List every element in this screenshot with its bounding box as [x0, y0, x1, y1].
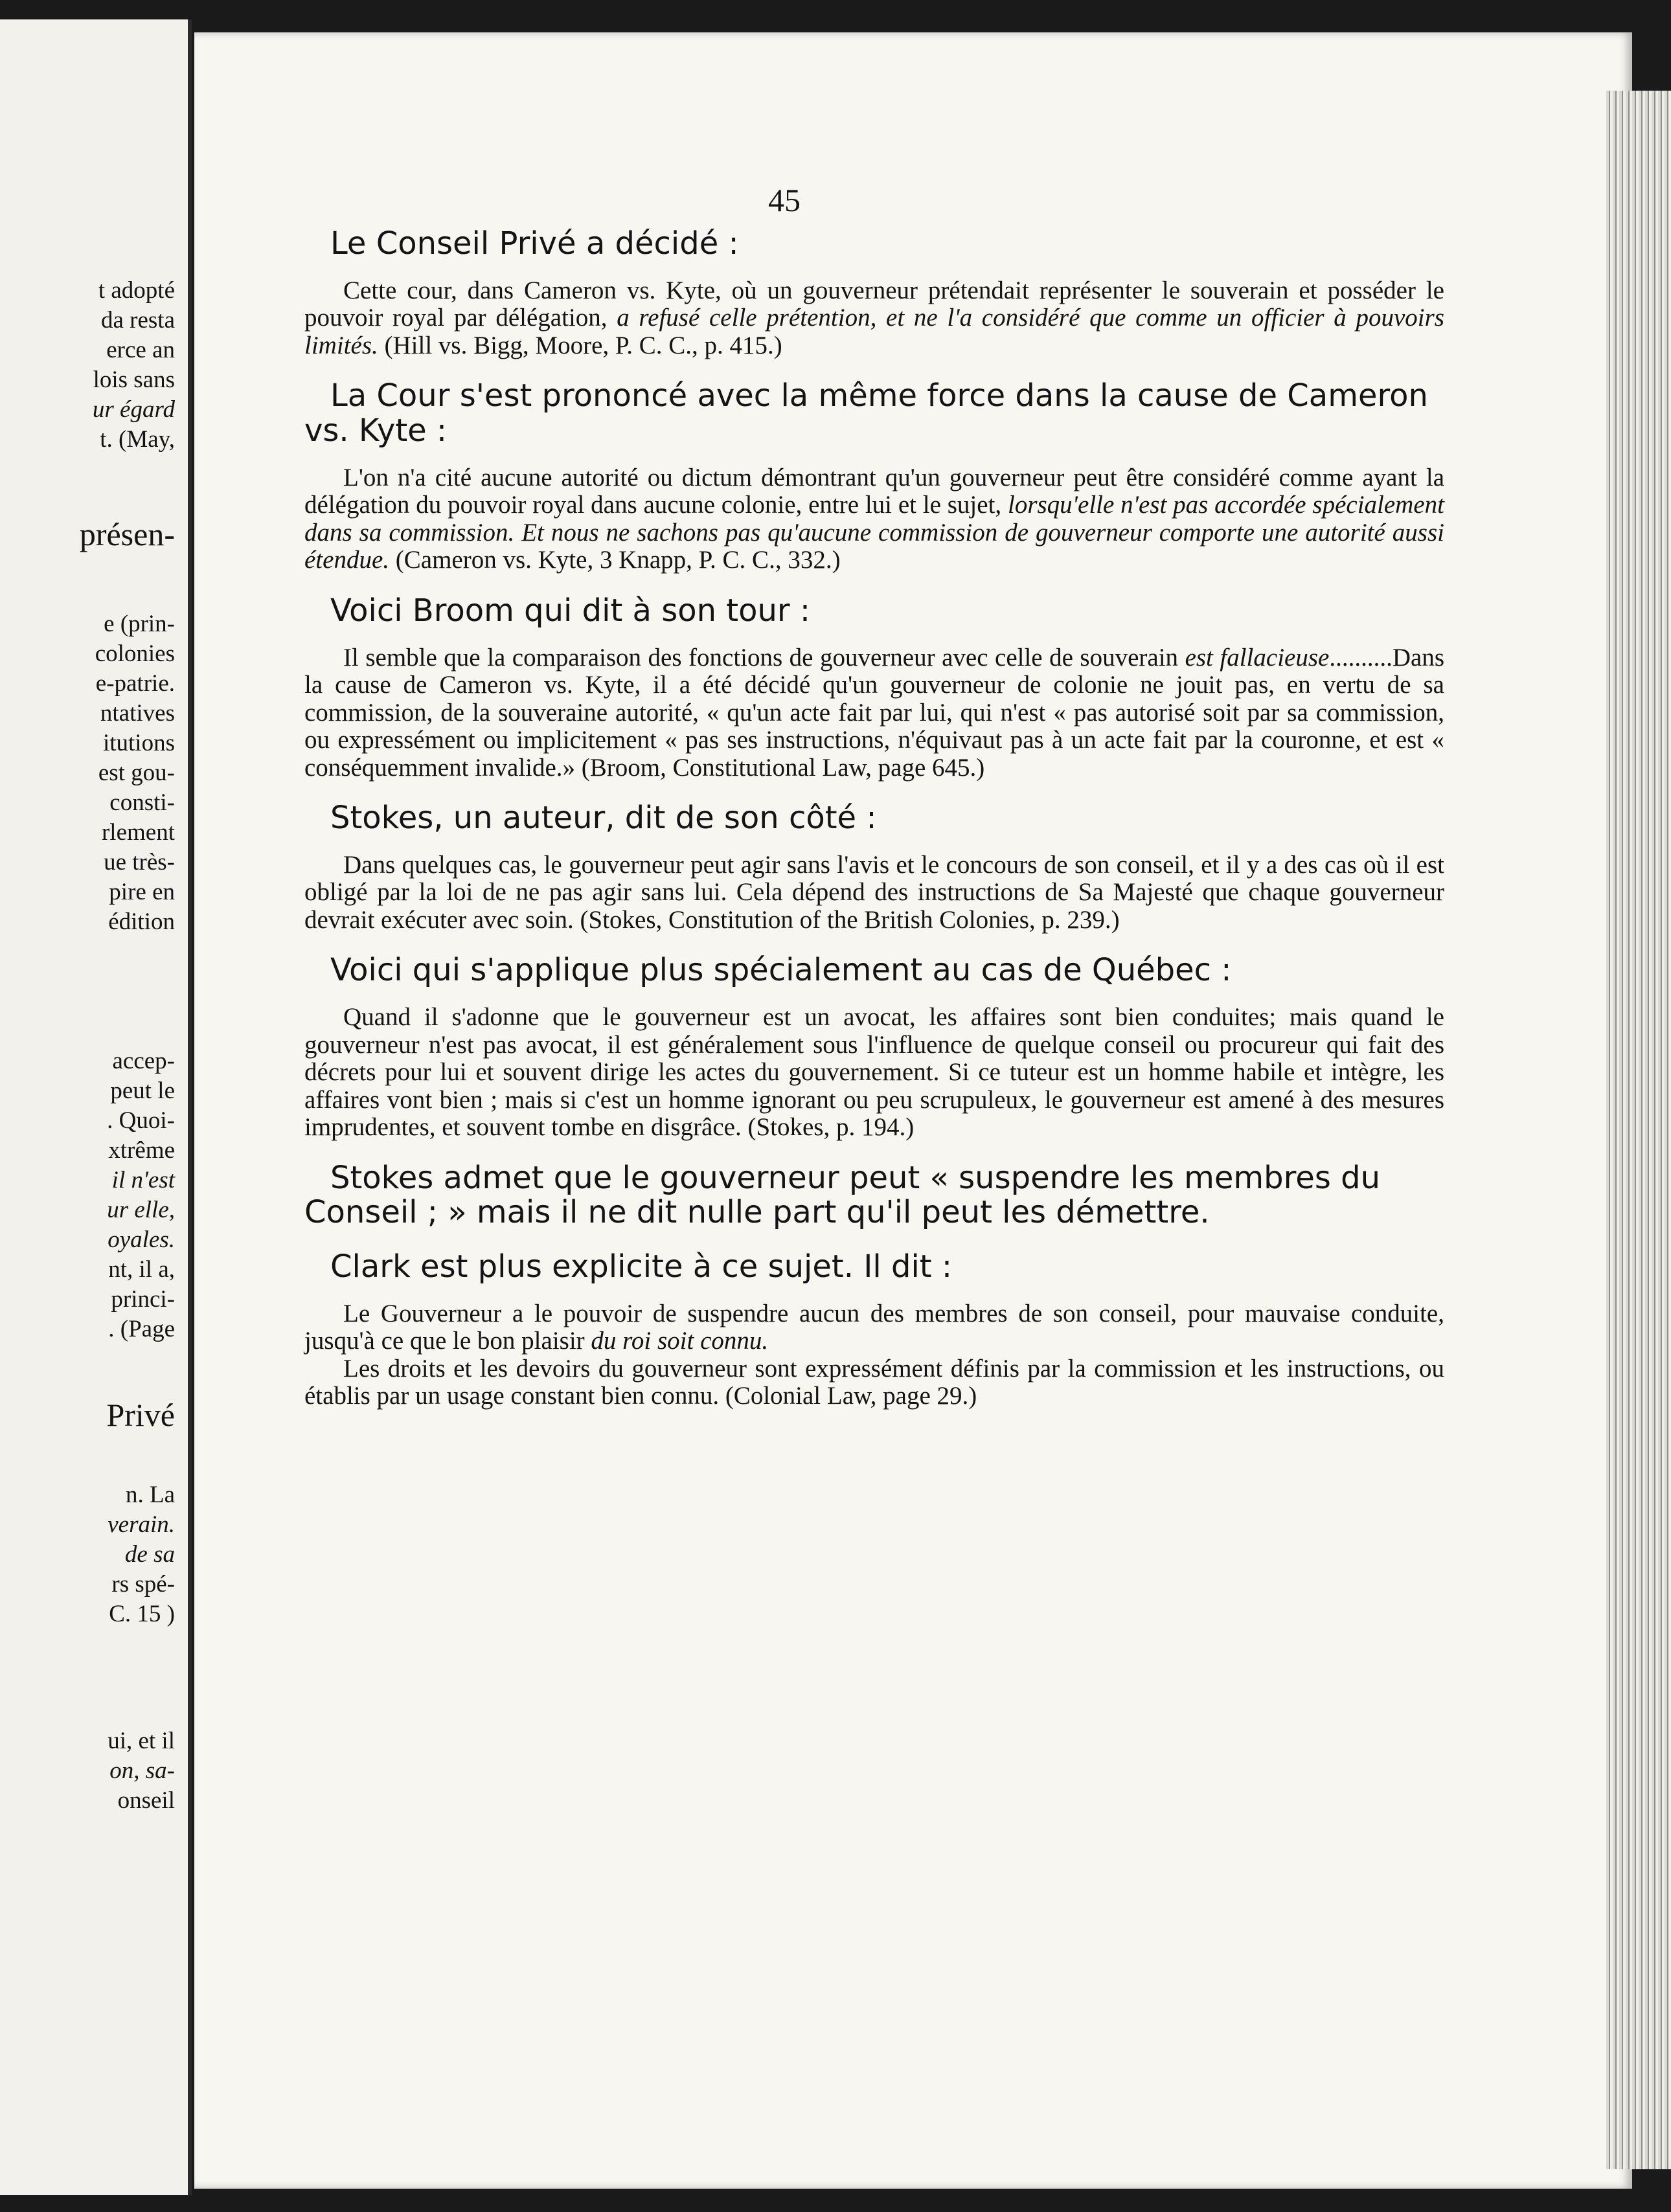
left-page-fragment — [98, 278, 175, 302]
left-page-fragment — [108, 1138, 175, 1162]
text-run: Le Gouverneur a le pouvoir de suspendre aucun des membres de son conseil, pour mauvaise conduite, jusqu'à ce que le bon plaisir — [304, 1299, 1444, 1355]
section-heading — [304, 801, 1444, 836]
fragment-text: ur égard — [92, 396, 175, 423]
fragment-text: on, sa- — [109, 1757, 175, 1784]
italic-run: est fallacieuse — [1185, 643, 1330, 672]
fragment-text: ur elle, — [107, 1197, 175, 1223]
fragment-text: accep- — [112, 1048, 175, 1074]
previous-page-edge — [0, 19, 192, 2195]
spacer — [304, 1285, 1444, 1300]
quoted-paragraph — [304, 1004, 1444, 1142]
fragment-text: consti- — [109, 789, 175, 816]
left-page-fragment — [126, 1483, 175, 1507]
page-edges — [1606, 91, 1671, 2169]
text-run: Clark est plus explicite à ce sujet. Il dit : — [330, 1248, 953, 1285]
left-page-fragment — [109, 791, 175, 815]
text-run: Voici qui s'applique plus spécialement au cas de Québec : — [330, 952, 1232, 989]
fragment-text: présen- — [79, 516, 175, 552]
fragment-text: . Quoi- — [107, 1107, 175, 1134]
text-run: (Cameron vs. Kyte, 3 Knapp, P. C. C., 332.) — [389, 546, 841, 574]
fragment-text: lois sans — [93, 367, 175, 393]
text-run: Voici Broom qui dit à son tour : — [330, 592, 811, 629]
fragment-text: t. (May, — [100, 426, 175, 453]
section-heading — [304, 1250, 1444, 1285]
left-page-fragment — [111, 1572, 175, 1596]
left-page-fragment — [104, 850, 175, 874]
fragment-text: nt, il a, — [108, 1256, 175, 1283]
left-page-fragment — [100, 427, 175, 451]
fragment-text: rs spé- — [111, 1571, 175, 1597]
spacer — [304, 1142, 1444, 1161]
left-page-fragment — [104, 612, 175, 636]
left-page-fragment — [101, 308, 175, 332]
spacer — [304, 782, 1444, 801]
left-page-fragment — [108, 1317, 175, 1341]
left-page-fragment — [108, 910, 175, 934]
quoted-paragraph — [304, 277, 1444, 360]
book-page — [194, 32, 1632, 2189]
left-page-fragment — [80, 518, 175, 550]
left-page-fragment — [111, 1287, 175, 1311]
left-page-fragment — [125, 1542, 175, 1566]
fragment-text: de sa — [124, 1541, 175, 1568]
fragment-text: xtrême — [108, 1137, 175, 1164]
spacer — [304, 988, 1444, 1004]
left-page-fragment — [108, 1729, 175, 1753]
text-run: ..........Dans la cause de Cameron vs. Kyte, il a été décidé qu'un gouverneur de colonie ne jouit pas, en vertu de sa commission, de la souveraine autorité, « qu'un acte fait par lui, qui n'est « pas autorisé soit par sa commission, ou expressément ou implicitement « pas ses instructions, n'équivaut pas à un acte fait par la couronne, et est « conséquemment invalide.» (Broom, Constitutional Law, page 645.) — [304, 643, 1444, 782]
fragment-text: oyales. — [108, 1226, 175, 1253]
fragment-text: onseil — [117, 1787, 175, 1814]
spacer — [304, 934, 1444, 953]
quoted-paragraph — [304, 644, 1444, 782]
left-page-fragment — [107, 1198, 175, 1222]
fragment-text: verain. — [108, 1511, 175, 1538]
section-heading — [304, 227, 1444, 262]
quoted-paragraph — [304, 464, 1444, 574]
fragment-text: e (prin- — [104, 611, 175, 637]
spacer — [304, 449, 1444, 464]
left-page-fragment — [106, 338, 175, 362]
left-page-fragment — [95, 642, 175, 666]
page-text — [304, 227, 1444, 1410]
fragment-text: rlement — [101, 819, 175, 846]
section-heading — [304, 379, 1444, 449]
fragment-text: Privé — [106, 1397, 175, 1433]
italic-run: a refusé celle prétention, et ne l'a considéré que comme un officier à pouvoirs limités. — [304, 304, 1444, 359]
fragment-text: colonies — [95, 640, 175, 667]
spacer — [304, 1230, 1444, 1250]
text-run: Stokes, un auteur, dit de son côté : — [330, 800, 877, 836]
fragment-text: pire en — [109, 879, 175, 905]
fragment-text: est gou- — [98, 760, 175, 786]
italic-run: du roi soit connu. — [591, 1327, 769, 1355]
quoted-paragraph — [304, 1355, 1444, 1410]
text-run: Cette cour, dans Cameron vs. Kyte, où un gouverneur prétendait représenter le souverain et posséder le pouvoir royal par délégation, — [304, 276, 1444, 332]
fragment-text: ue très- — [104, 849, 175, 875]
left-page-fragment — [98, 761, 175, 785]
spacer — [304, 262, 1444, 277]
left-page-fragment — [112, 1049, 175, 1073]
section-heading — [304, 953, 1444, 988]
section-heading — [304, 1161, 1444, 1231]
left-page-fragment — [106, 1399, 175, 1431]
fragment-text: C. 15 ) — [109, 1601, 175, 1627]
fragment-text: il n'est — [111, 1167, 175, 1193]
fragment-text: e-patrie. — [95, 670, 175, 697]
quoted-paragraph — [304, 852, 1444, 934]
left-page-fragment — [100, 701, 175, 725]
left-page-fragment — [108, 1513, 175, 1537]
text-run: Il semble que la comparaison des fonctions de gouverneur avec celle de souverain — [343, 643, 1185, 672]
italic-run: lorsqu'elle n'est pas accordée spécialement dans sa commission. Et nous ne sachons pas qu'aucune commission de gouverneur comporte une autorité aussi étendue. — [304, 491, 1444, 574]
left-page-fragment — [93, 368, 175, 392]
left-page-fragment — [107, 1109, 175, 1133]
fragment-text: t adopté — [98, 277, 175, 304]
page-number: 45 — [768, 182, 801, 218]
text-run: (Hill vs. Bigg, Moore, P. C. C., p. 415.) — [378, 331, 782, 359]
spacer — [304, 836, 1444, 852]
text-run: Le Conseil Privé a décidé : — [330, 225, 739, 262]
fragment-text: ntatives — [100, 700, 175, 727]
spacer — [304, 629, 1444, 644]
text-run: Quand il s'adonne que le gouverneur est un avocat, les affaires sont bien conduites; mais quand le gouverneur n'est pas avocat, il est généralement sous l'influence de quelque conseil ou procureur qui fait des décrets pour lui et souvent dirige les actes du gouvernement. Si ce tuteur est un homme habile et intègre, les affaires vont bien ; mais si c'est un homme ignorant ou peu scrupuleux, le gouverneur est amené à des mesures imprudentes, et souvent tombe en disgrâce. (Stokes, p. 194.) — [304, 1003, 1444, 1141]
left-page-fragment — [103, 731, 175, 755]
text-run: L'on n'a cité aucune autorité ou dictum démontrant qu'un gouverneur peut être considéré comme ayant la délégation du pouvoir royal dans aucune colonie, entre lui et le sujet, — [304, 463, 1444, 519]
spacer — [304, 359, 1444, 379]
fragment-text: n. La — [125, 1482, 175, 1508]
quoted-paragraph — [304, 1300, 1444, 1355]
left-page-fragment — [108, 1228, 175, 1252]
text-run: La Cour s'est prononcé avec la même force dans la cause de Cameron vs. Kyte : — [304, 378, 1428, 449]
left-page-fragment — [109, 1602, 175, 1626]
section-heading — [304, 594, 1444, 629]
text-run: Dans quelques cas, le gouverneur peut agir sans l'avis et le concours de son conseil, et il y a des cas où il est obligé par la loi de ne pas agir sans lui. Cela dépend des instructions de Sa Majesté que chaque gouverneur devrait exécuter avec soin. (Stokes, Constitution of the British Colonies, p. 239.) — [304, 850, 1444, 934]
left-page-fragment — [108, 1258, 175, 1281]
fragment-text: itutions — [102, 730, 175, 756]
left-page-fragment — [109, 1759, 175, 1783]
fragment-text: erce an — [106, 337, 175, 363]
fragment-text: peut le — [110, 1078, 175, 1104]
text-run: Stokes admet que le gouverneur peut « suspendre les membres du Conseil ; » mais il ne dit nulle part qu'il peut les démettre. — [304, 1159, 1380, 1231]
left-page-fragment — [93, 398, 175, 422]
spacer — [304, 574, 1444, 594]
left-page-fragment — [112, 1168, 175, 1192]
fragment-text: édition — [108, 909, 175, 935]
fragment-text: princi- — [111, 1286, 175, 1313]
fragment-text: da resta — [100, 307, 175, 333]
text-run: Les droits et les devoirs du gouverneur sont expressément définis par la commission et les instructions, ou établis par un usage constant bien connu. (Colonial Law, page 29.) — [304, 1354, 1444, 1410]
left-page-fragment — [118, 1789, 175, 1812]
fragment-text: . (Page — [108, 1316, 175, 1342]
fragment-text: ui, et il — [108, 1728, 175, 1754]
left-page-fragment — [110, 1079, 175, 1103]
left-page-fragment — [102, 820, 175, 844]
left-page-fragment — [109, 880, 175, 904]
left-page-fragment — [96, 672, 175, 695]
